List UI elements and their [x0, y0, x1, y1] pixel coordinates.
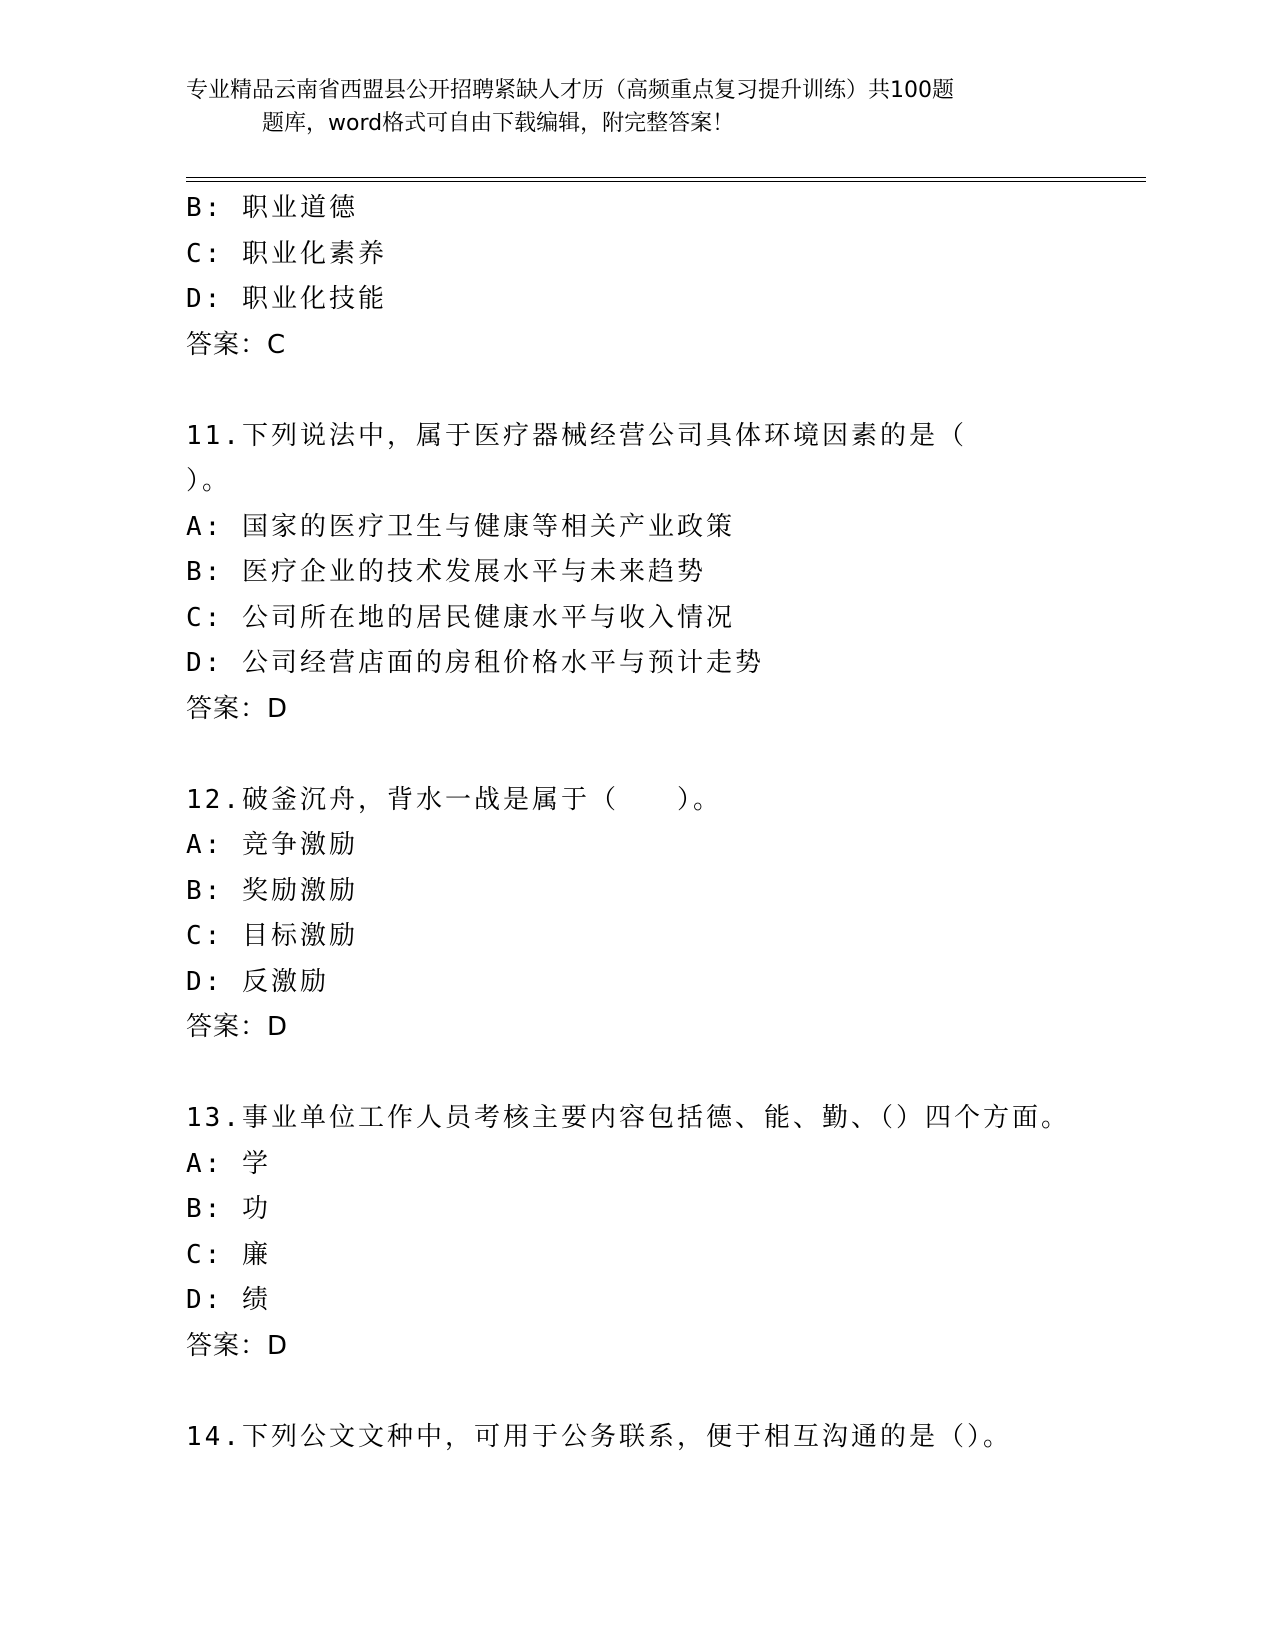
- header-title-line-2: 题库，word格式可自由下载编辑，附完整答案！: [262, 111, 735, 136]
- option-b: B: 奖励激励: [186, 875, 358, 906]
- header-title-line-1: 专业精品云南省西盟县公开招聘紧缺人才历（高频重点复习提升训练）共100题: [186, 78, 954, 103]
- option-c: C: 目标激励: [186, 921, 358, 951]
- option-d: D: 反激励: [186, 966, 329, 997]
- question-11: [186, 414, 1146, 733]
- question-stem: 13.事业单位工作人员考核主要内容包括德、能、勤、（）四个方面。: [186, 1103, 1070, 1133]
- option-b: B: 功: [186, 1194, 271, 1224]
- question-stem: 11.下列说法中，属于医疗器械经营公司具体环境因素的是（: [186, 420, 967, 451]
- question-stem: 12.破釜沉舟，背水一战是属于（ ）。: [186, 784, 722, 815]
- option-a: A: 学: [186, 1148, 271, 1179]
- header-divider-top: [186, 177, 1146, 178]
- option-d: D: 公司经营店面的房租价格水平与预计走势: [186, 648, 764, 678]
- option-b: B: 医疗企业的技术发展水平与未来趋势: [186, 557, 706, 587]
- answer-line: 答案：C: [186, 329, 287, 360]
- document-header: [186, 74, 1086, 140]
- question-stem-continued: ）。: [186, 466, 232, 496]
- option-c: C: 职业化素养: [186, 238, 387, 269]
- option-c: C: 公司所在地的居民健康水平与收入情况: [186, 602, 735, 633]
- spacer: [186, 368, 1146, 414]
- question-13: [186, 1096, 1146, 1369]
- option-a: A: 竞争激励: [186, 830, 358, 860]
- answer-line: 答案：D: [186, 1330, 289, 1361]
- question-10-tail: [186, 186, 1146, 368]
- answer-line: 答案：D: [186, 1012, 289, 1042]
- spacer: [186, 1369, 1146, 1415]
- option-c: C: 廉: [186, 1239, 271, 1270]
- question-stem: 14.下列公文文种中，可用于公务联系，便于相互沟通的是（）。: [186, 1421, 1012, 1452]
- answer-line: 答案：D: [186, 693, 289, 724]
- option-d: D: 职业化技能: [186, 284, 387, 314]
- option-a: A: 国家的医疗卫生与健康等相关产业政策: [186, 511, 735, 542]
- option-d: D: 绩: [186, 1285, 271, 1315]
- spacer: [186, 1051, 1146, 1097]
- spacer: [186, 732, 1146, 778]
- header-divider-bottom: [186, 181, 1146, 182]
- document-body: [186, 186, 1146, 1460]
- option-b: B: 职业道德: [186, 193, 358, 223]
- question-14: [186, 1415, 1146, 1461]
- question-12: [186, 778, 1146, 1051]
